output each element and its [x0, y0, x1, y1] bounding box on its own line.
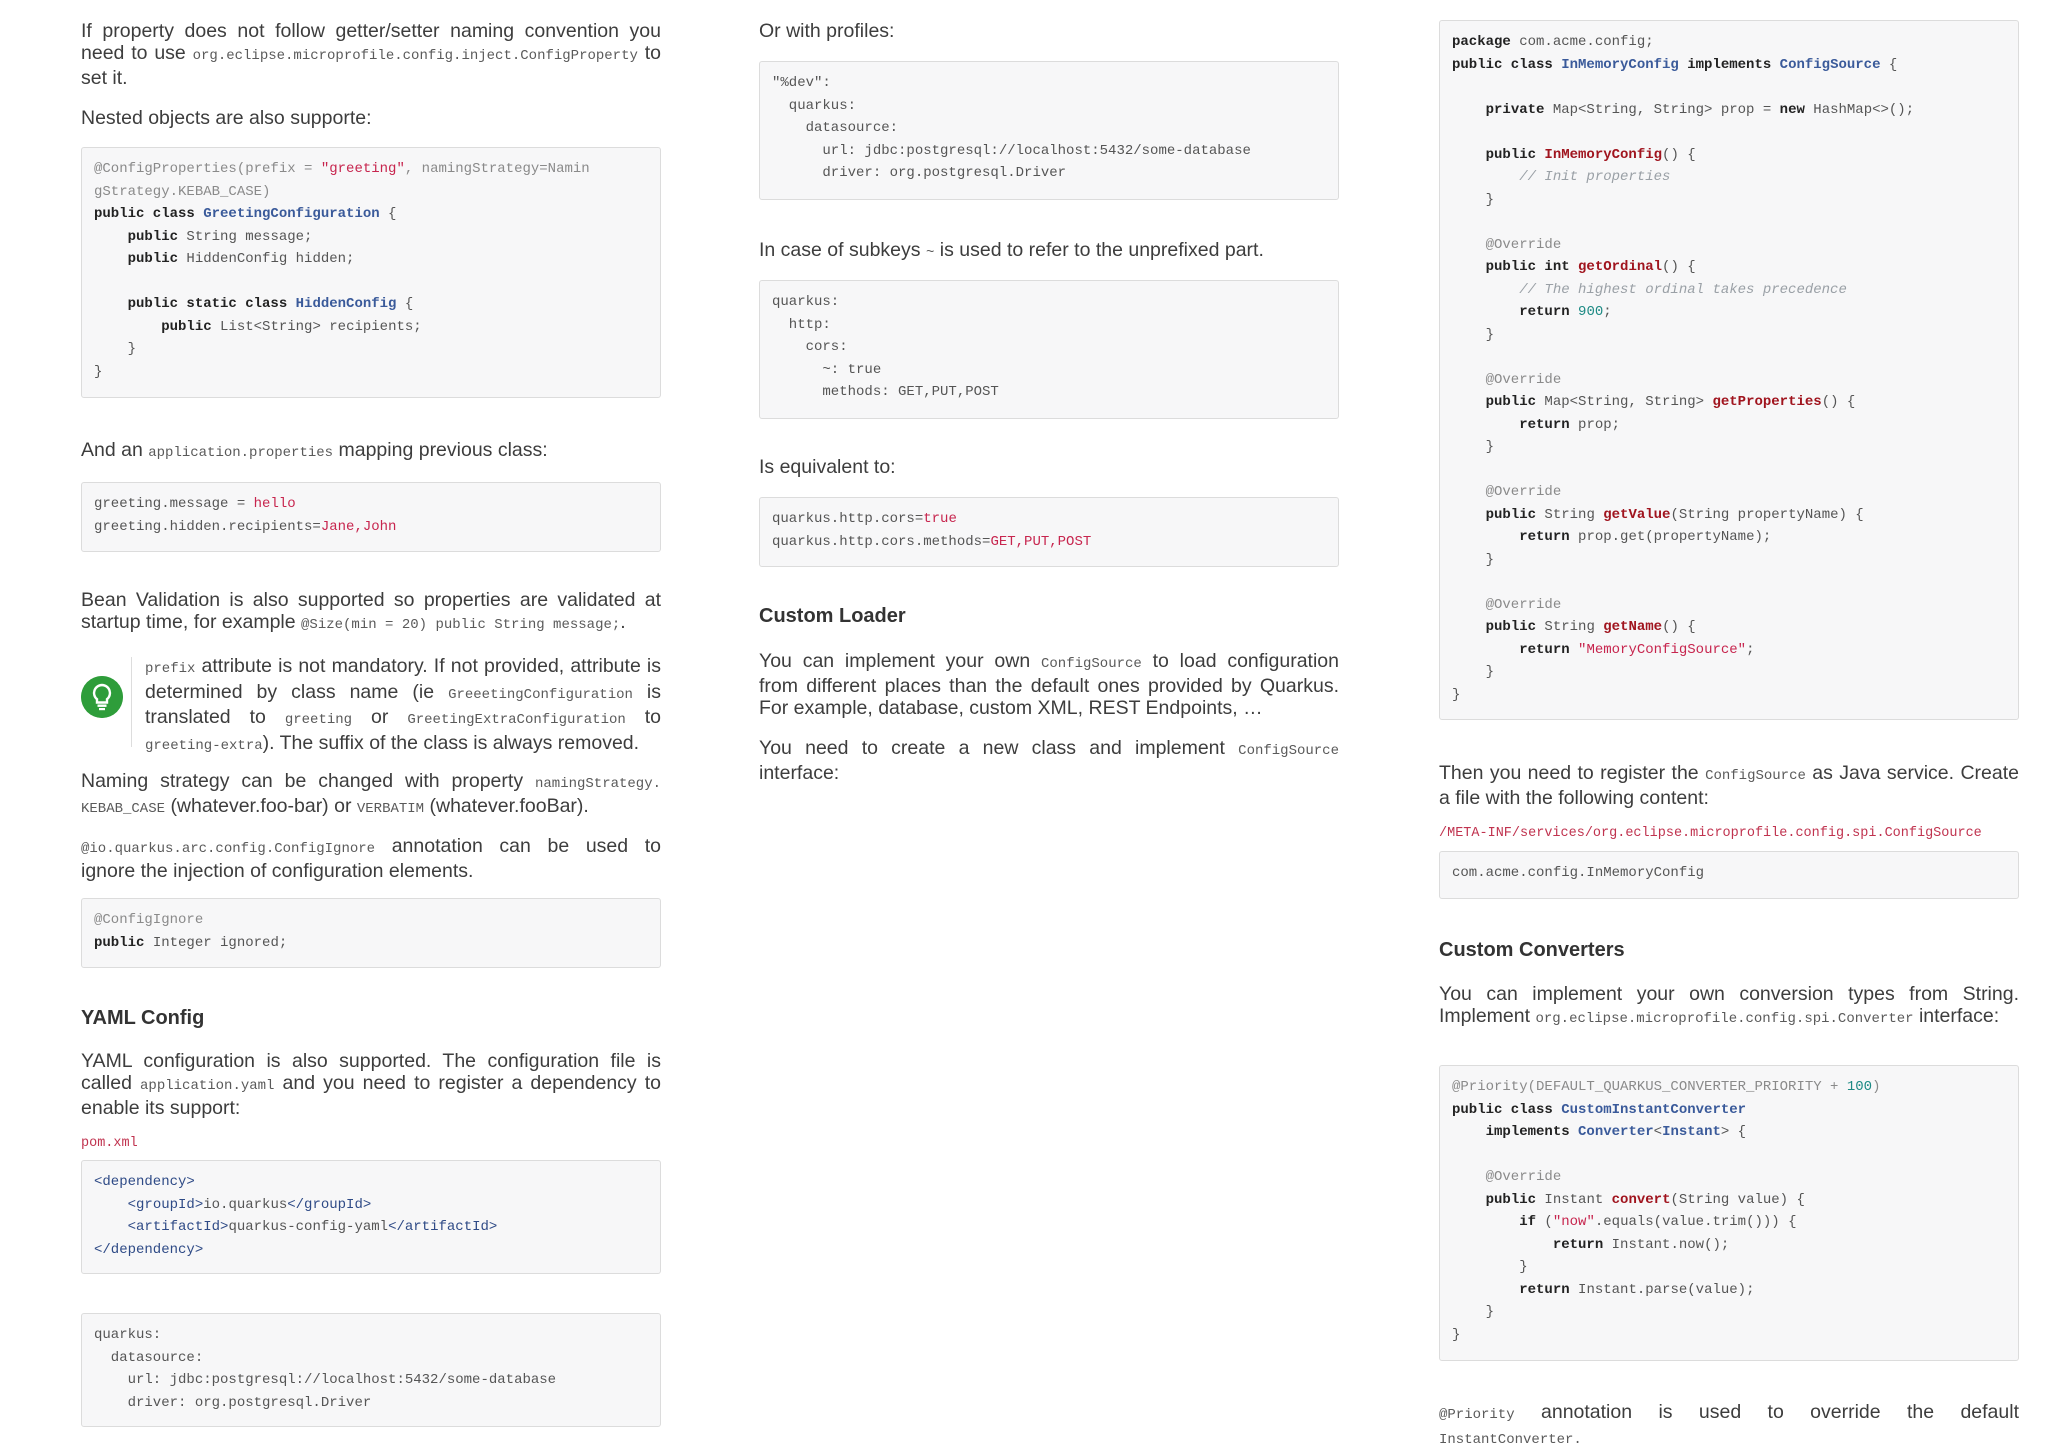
- code-line: @Priority(DEFAULT_QUARKUS_CONVERTER_PRIORITY + 100): [1452, 1079, 1881, 1095]
- text: interface:: [759, 762, 840, 784]
- para-custom-converters: [1439, 983, 2019, 1030]
- code-line: @ConfigProperties(prefix = "greeting", namingStrategy=Namin: [94, 161, 590, 177]
- code-line: @Override: [1452, 236, 1562, 253]
- inline-code: @Size(min = 20) public String message;: [301, 617, 621, 633]
- code-line: // The highest ordinal takes precedence: [1452, 281, 1847, 298]
- code-line: return "MemoryConfigSource";: [1519, 641, 1755, 658]
- inline-code: ~: [925, 245, 935, 261]
- para-bean-validation: [81, 589, 661, 636]
- code-block-config-ignore[interactable]: [81, 898, 661, 968]
- inline-code: @io.quarkus.arc.config.ConfigIgnore: [81, 841, 376, 857]
- para-application-properties: [81, 439, 661, 464]
- text: YAML configuration is also supported. The configuration file is called: [81, 1050, 661, 1094]
- inline-code: prefix: [145, 661, 196, 677]
- code-line: @Override: [1452, 484, 1562, 500]
- para-custom-loader: [759, 650, 1339, 719]
- code-line: implements Converter<Instant> {: [1485, 1124, 1747, 1140]
- para-register-service: [1439, 762, 2019, 809]
- code-line: }: [94, 341, 137, 357]
- code-line: gStrategy.KEBAB_CASE): [94, 183, 271, 200]
- code-line: }: [1452, 551, 1495, 568]
- para-equivalent: Is equivalent to:: [759, 456, 896, 478]
- code-block-pom-dependency[interactable]: [81, 1160, 661, 1274]
- code-block-greeting-properties[interactable]: [81, 482, 661, 552]
- inline-code: @Priority: [1439, 1407, 1515, 1423]
- code-block-instant-converter[interactable]: [1439, 1065, 2019, 1361]
- inline-code: GreeetingConfiguration: [448, 686, 633, 703]
- para-config-ignore: [81, 835, 661, 882]
- text: is used to refer to the unprefixed part.: [939, 239, 1264, 261]
- inline-code: greeting-extra: [145, 737, 263, 754]
- text: You can implement your own conversion types from String. Implement: [1439, 983, 2019, 1027]
- heading-custom-converters: Custom Converters: [1439, 939, 1625, 961]
- text: You need to create a new class and implement: [759, 737, 1225, 759]
- code-block-yaml-profiles[interactable]: [759, 61, 1339, 200]
- text: (whatever.foo-bar) or: [170, 795, 352, 817]
- code-line: return prop;: [1519, 416, 1621, 433]
- code-block-service-file[interactable]: [1439, 851, 2019, 899]
- code-line: datasource:: [772, 120, 899, 136]
- code-block-yaml-datasource[interactable]: [81, 1313, 661, 1427]
- code-line: public Map<String, String> getProperties() {: [1485, 394, 1856, 410]
- code-line: @Override: [1452, 596, 1562, 613]
- text: to set it.: [81, 42, 661, 89]
- para-subkeys: [759, 239, 1339, 264]
- text: annotation is used to override the default: [1541, 1401, 2020, 1423]
- code-line: public class InMemoryConfig implements ConfigSource {: [1452, 56, 1898, 73]
- inline-code: InstantConverter.: [1439, 1432, 1582, 1448]
- text: In case of subkeys: [759, 239, 921, 261]
- code-line: <dependency>: [94, 1174, 195, 1190]
- text: (whatever.fooBar).: [429, 795, 589, 817]
- code-line: public HiddenConfig hidden;: [127, 251, 355, 267]
- text: mapping previous class:: [338, 439, 548, 461]
- code-line: // Init properties: [1452, 169, 1671, 185]
- code-line: url: jdbc:postgresql://localhost:5432/some-database: [94, 1372, 557, 1388]
- code-line: return 900;: [1519, 304, 1612, 320]
- caption-pom-xml: pom.xml: [81, 1136, 138, 1151]
- para-naming-strategy: [81, 770, 661, 820]
- code-line: <artifactId>quarkus-config-yaml</artifactId>: [127, 1219, 498, 1235]
- para-priority-annotation: [1439, 1401, 2019, 1451]
- code-line: quarkus:: [772, 294, 840, 310]
- code-line: }: [1452, 1326, 1461, 1343]
- code-line: public String getName() {: [1485, 619, 1696, 635]
- code-line: @Override: [1452, 1169, 1562, 1185]
- code-line: }: [94, 363, 103, 380]
- inline-code: org.eclipse.microprofile.config.spi.Converter: [1535, 1011, 1914, 1027]
- code-line: cors:: [772, 339, 848, 355]
- code-line: return Instant.now();: [1552, 1236, 1730, 1253]
- code-line: public static class HiddenConfig {: [127, 296, 414, 312]
- text: to: [644, 706, 662, 728]
- code-line: public List<String> recipients;: [161, 318, 422, 335]
- inline-code: namingStrategy. KEBAB_CASE: [81, 776, 662, 817]
- code-block-yaml-cors[interactable]: [759, 280, 1339, 419]
- text: .: [620, 611, 626, 633]
- code-line: driver: org.postgresql.Driver: [94, 1394, 372, 1411]
- code-block-cors-properties[interactable]: [759, 497, 1339, 567]
- code-line: quarkus:: [772, 97, 857, 114]
- text: or: [371, 706, 389, 728]
- inline-code: ConfigSource: [1238, 743, 1339, 759]
- code-line: datasource:: [94, 1349, 204, 1366]
- tip-admonition: [81, 655, 662, 754]
- text: as Java service. Create a file with the following content:: [1439, 762, 2019, 809]
- text: attribute is not mandatory. If not provided, attribute is determined by class name (ie: [145, 655, 661, 703]
- text: If property does not follow getter/setter naming convention you need to use: [81, 20, 661, 64]
- code-block-in-memory-config[interactable]: [1439, 20, 2019, 720]
- code-line: public InMemoryConfig() {: [1485, 146, 1696, 163]
- code-line: return Instant.parse(value);: [1519, 1281, 1755, 1298]
- inline-code: org.eclipse.microprofile.config.inject.ConfigProperty: [192, 48, 638, 64]
- code-line: }: [1452, 326, 1495, 343]
- code-line: }: [1452, 664, 1495, 680]
- heading-yaml-config: YAML Config: [81, 1007, 205, 1029]
- code-line: public String getValue(String propertyName) {: [1485, 506, 1864, 523]
- code-line: private Map<String, String> prop = new HashMap<>();: [1485, 101, 1915, 118]
- code-line: public Instant convert(String value) {: [1485, 1191, 1805, 1208]
- inline-code: GreetingExtraConfiguration: [407, 712, 626, 728]
- code-line: }: [1452, 191, 1495, 208]
- heading-custom-loader: Custom Loader: [759, 605, 906, 627]
- code-line: "%dev":: [772, 75, 831, 91]
- para-naming-convention: [81, 20, 661, 89]
- tip-text: [145, 655, 661, 757]
- inline-code: greeting: [284, 712, 353, 728]
- para-implement-configsource: [759, 737, 1339, 784]
- code-line: http:: [772, 316, 831, 333]
- code-line: public int getOrdinal() {: [1485, 259, 1696, 275]
- admonition-divider: [131, 657, 132, 747]
- code-line: ~: true: [772, 361, 882, 378]
- code-line: quarkus:: [94, 1327, 162, 1343]
- code-line: @ConfigIgnore: [94, 912, 204, 928]
- inline-code: application.properties: [148, 445, 334, 461]
- code-line: if ("now".equals(value.trim())) {: [1519, 1214, 1797, 1230]
- text: Bean Validation is also supported so properties are validated at startup time, for example: [81, 589, 661, 633]
- code-line: driver: org.postgresql.Driver: [772, 165, 1067, 181]
- code-line: public class CustomInstantConverter: [1452, 1101, 1747, 1118]
- caption-meta-inf-path: /META-INF/services/org.eclipse.microprofile.config.spi.ConfigSource: [1439, 826, 1982, 841]
- text: interface:: [1918, 1005, 2000, 1027]
- inline-code: ConfigSource: [1040, 656, 1142, 672]
- inline-code: VERBATIM: [356, 801, 425, 817]
- code-line: }: [1452, 439, 1495, 455]
- code-line: return prop.get(propertyName);: [1519, 529, 1772, 545]
- text: You can implement your own: [759, 650, 1031, 672]
- text: And an: [81, 439, 143, 461]
- code-line: methods: GET,PUT,POST: [772, 384, 999, 400]
- code-line: }: [1452, 686, 1461, 703]
- para-yaml: [81, 1050, 661, 1119]
- text: annotation can be used to ignore the injection of configuration elements.: [81, 835, 661, 882]
- text: is translated to: [145, 680, 662, 728]
- code-line: quarkus.http.cors.methods=GET,PUT,POST: [772, 533, 1092, 550]
- code-line: com.acme.config.InMemoryConfig: [1452, 865, 1705, 881]
- code-line: greeting.message = hello: [94, 496, 296, 512]
- lightbulb-icon: [81, 676, 123, 718]
- code-line: </dependency>: [94, 1241, 204, 1258]
- code-line: }: [1452, 1259, 1528, 1275]
- text: and you need to register a dependency to enable its support:: [81, 1072, 662, 1119]
- code-line: <groupId>io.quarkus</groupId>: [127, 1196, 372, 1213]
- text: Naming strategy can be changed with property: [81, 770, 524, 792]
- code-line: }: [1452, 1304, 1495, 1320]
- text: Then you need to register the: [1439, 762, 1699, 784]
- code-line: public class GreetingConfiguration {: [94, 206, 397, 222]
- para-nested-objects: Nested objects are also supporte:: [81, 107, 372, 129]
- text: ). The suffix of the class is always removed.: [262, 731, 640, 754]
- code-line: quarkus.http.cors=true: [772, 511, 957, 527]
- code-line: url: jdbc:postgresql://localhost:5432/some-database: [772, 142, 1251, 159]
- code-line: @Override: [1452, 371, 1562, 388]
- text: to load configuration from different places than the default ones provided by Quarkus. For example, database, custom XML, REST Endpoints, …: [759, 650, 1339, 719]
- inline-code: application.yaml: [140, 1078, 275, 1094]
- para-profiles: Or with profiles:: [759, 20, 895, 42]
- code-line: greeting.hidden.recipients=Jane,John: [94, 518, 397, 535]
- code-line: public Integer ignored;: [94, 934, 288, 951]
- code-block-config-properties[interactable]: [81, 147, 661, 398]
- inline-code: ConfigSource: [1705, 768, 1806, 784]
- code-line: package com.acme.config;: [1452, 34, 1654, 50]
- code-line: public String message;: [127, 228, 313, 245]
